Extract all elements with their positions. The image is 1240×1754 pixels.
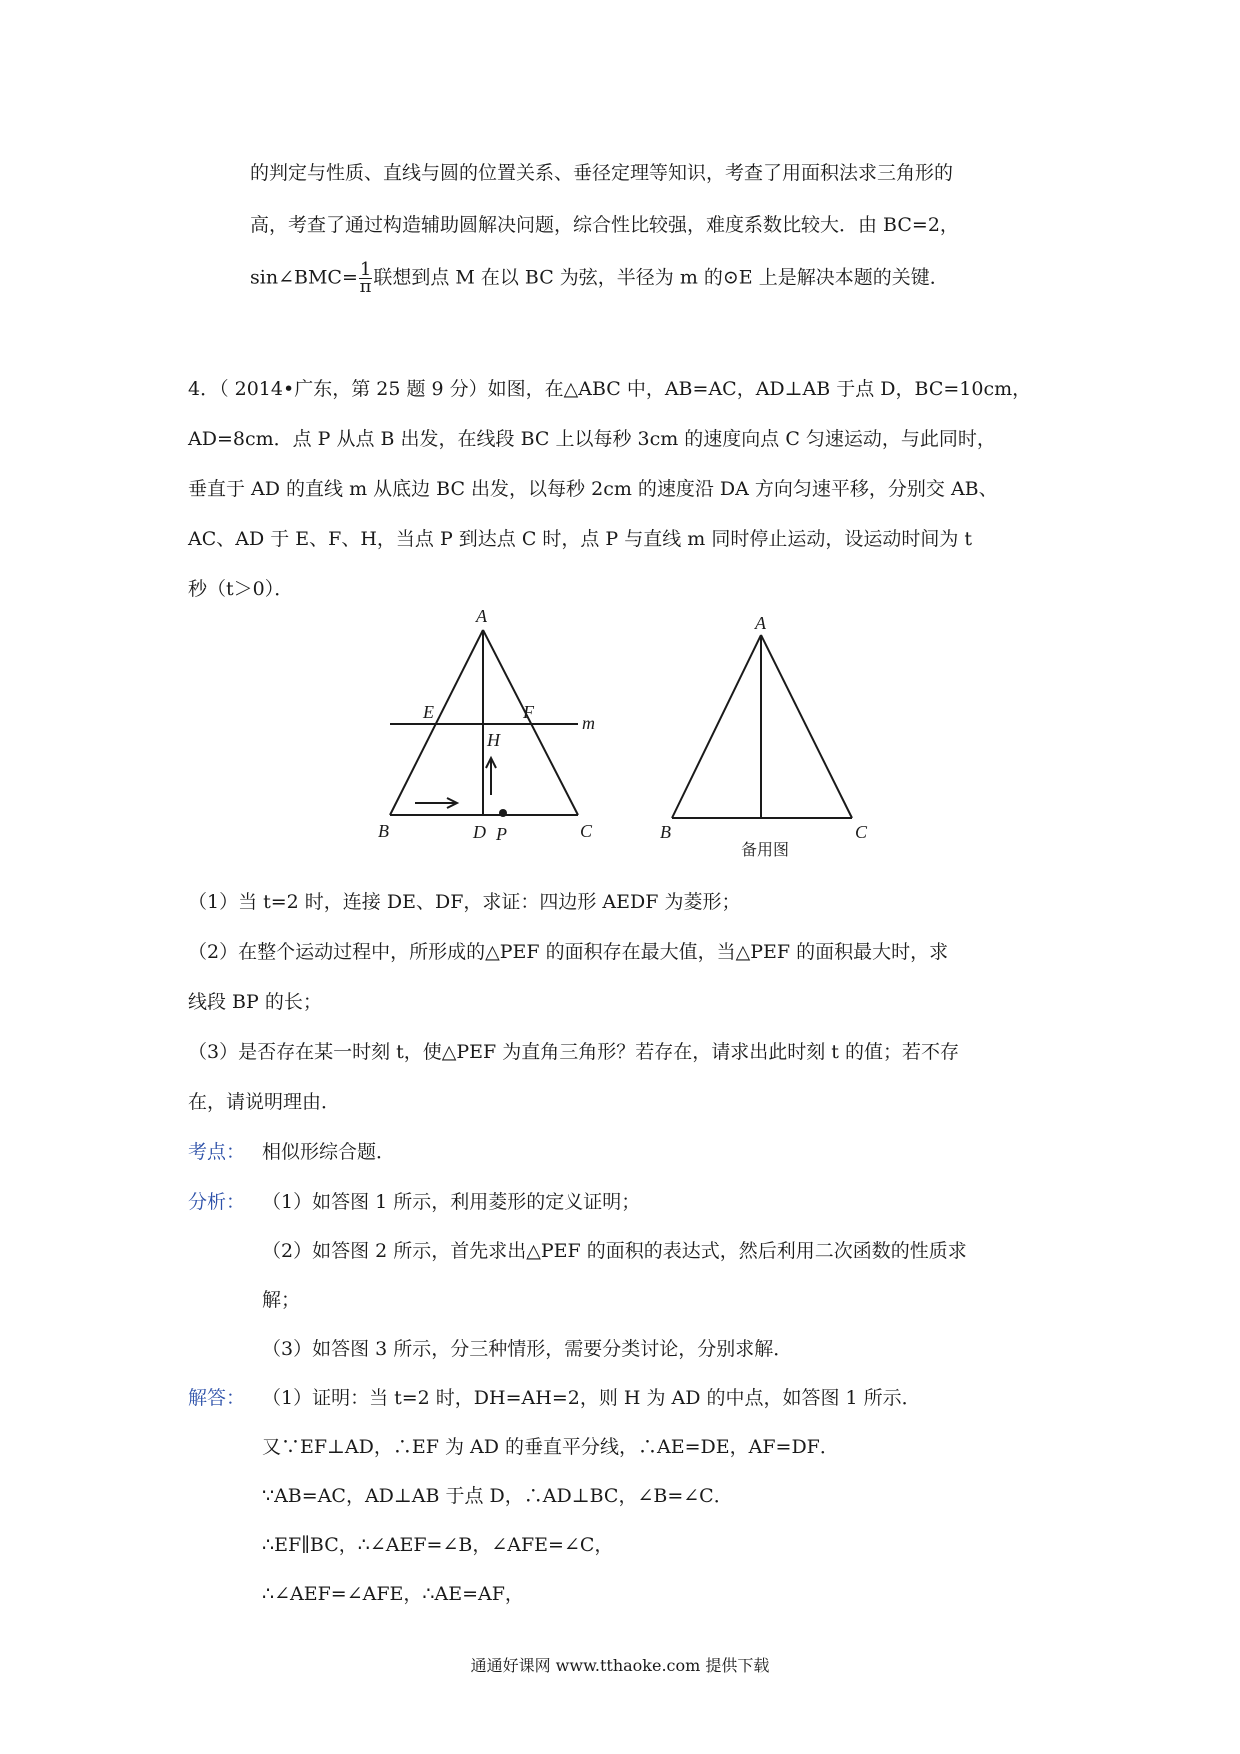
label-e: E xyxy=(423,702,434,722)
label-f: F xyxy=(523,702,534,722)
kaodian-text: 相似形综合题． xyxy=(262,1141,396,1163)
figure-spare-triangle xyxy=(650,605,880,865)
fenxi-line-2: （2）如答图 2 所示，首先求出△PEF 的面积的表达式，然后利用二次函数的性质求 xyxy=(262,1240,967,1262)
jieda-label: 解答： xyxy=(188,1387,246,1409)
figure-main-triangle xyxy=(370,600,610,850)
question-3-line-1: （3）是否存在某一时刻 t，使△PEF 为直角三角形？若存在，请求出此时刻 t 的值；若不存 xyxy=(188,1041,959,1063)
fraction-denominator: π xyxy=(359,276,372,297)
problem-line-5: 秒（t＞0）． xyxy=(188,578,294,600)
spare-label-c: C xyxy=(855,822,868,842)
spare-segment-ab xyxy=(672,635,761,818)
problem-line-1: 4．（ 2014•广东，第 25 题 9 分）如图，在△ABC 中，AB=AC，AD⊥AB 于点 D，BC=10cm， xyxy=(188,378,1032,400)
point-p-dot xyxy=(499,809,507,817)
jieda-line-4: ∴EF∥BC，∴∠AEF=∠B，∠AFE=∠C， xyxy=(262,1534,614,1556)
label-m: m xyxy=(582,713,595,733)
remark-line-3-post: 联想到点 M 在以 BC 为弦，半径为 m 的⊙E 上是解决本题的关键． xyxy=(373,266,949,289)
kaodian-label: 考点： xyxy=(188,1141,246,1163)
spare-label-a: A xyxy=(755,613,766,633)
label-a: A xyxy=(476,606,487,626)
problem-line-4: AC、AD 于 E、F、H，当点 P 到达点 C 时，点 P 与直线 m 同时停止运动，设运动时间为 t xyxy=(188,528,973,550)
problem-line-2: AD=8cm．点 P 从点 B 出发，在线段 BC 上以每秒 3cm 的速度向点 C 匀速运动，与此同时， xyxy=(188,428,996,450)
spare-label-b: B xyxy=(660,822,671,842)
fenxi-line-3: 解； xyxy=(262,1289,301,1311)
jieda-line-3: ∵AB=AC，AD⊥AB 于点 D，∴AD⊥BC，∠B=∠C． xyxy=(262,1485,733,1507)
label-p: P xyxy=(496,824,507,844)
page-footer: 通通好课网 www.tthaoke.com 提供下载 xyxy=(470,1656,770,1675)
problem-line-3: 垂直于 AD 的直线 m 从底边 BC 出发，以每秒 2cm 的速度沿 DA 方向匀速平移，分别交 AB、 xyxy=(188,478,998,500)
fraction-1-over-pi xyxy=(359,259,372,297)
segment-ac xyxy=(483,630,578,815)
question-2-line-2: 线段 BP 的长； xyxy=(188,991,322,1013)
question-1: （1）当 t=2 时，连接 DE、DF，求证：四边形 AEDF 为菱形； xyxy=(188,891,741,913)
jieda-line-1: （1）证明：当 t=2 时，DH=AH=2，则 H 为 AD 的中点，如答图 1 所示． xyxy=(262,1387,921,1409)
label-d: D xyxy=(473,822,486,842)
jieda-line-2: 又∵EF⊥AD，∴EF 为 AD 的垂直平分线，∴AE=DE，AF=DF． xyxy=(262,1436,839,1458)
remark-line-3-pre: sin∠BMC= xyxy=(250,266,358,289)
fenxi-line-4: （3）如答图 3 所示，分三种情形，需要分类讨论，分别求解． xyxy=(262,1338,793,1360)
segment-ab xyxy=(390,630,483,815)
label-b: B xyxy=(378,821,389,841)
fenxi-line-1: （1）如答图 1 所示，利用菱形的定义证明； xyxy=(262,1191,641,1213)
label-h: H xyxy=(487,730,500,750)
fraction-numerator: 1 xyxy=(359,259,372,280)
fenxi-label: 分析： xyxy=(188,1191,246,1213)
spare-figure-caption: 备用图 xyxy=(740,840,790,859)
remark-line-3 xyxy=(250,259,949,297)
remark-line-1: 的判定与性质、直线与圆的位置关系、垂径定理等知识，考查了用面积法求三角形的 xyxy=(250,162,954,184)
question-3-line-2: 在，请说明理由． xyxy=(188,1091,341,1113)
spare-segment-ac xyxy=(761,635,852,818)
remark-line-2: 高，考查了通过构造辅助圆解决问题，综合性比较强，难度系数比较大．由 BC=2， xyxy=(250,214,959,236)
question-2-line-1: （2）在整个运动过程中，所形成的△PEF 的面积存在最大值，当△PEF 的面积最大时，求 xyxy=(188,941,949,963)
label-c: C xyxy=(580,821,593,841)
jieda-line-5: ∴∠AEF=∠AFE，∴AE=AF， xyxy=(262,1583,524,1605)
